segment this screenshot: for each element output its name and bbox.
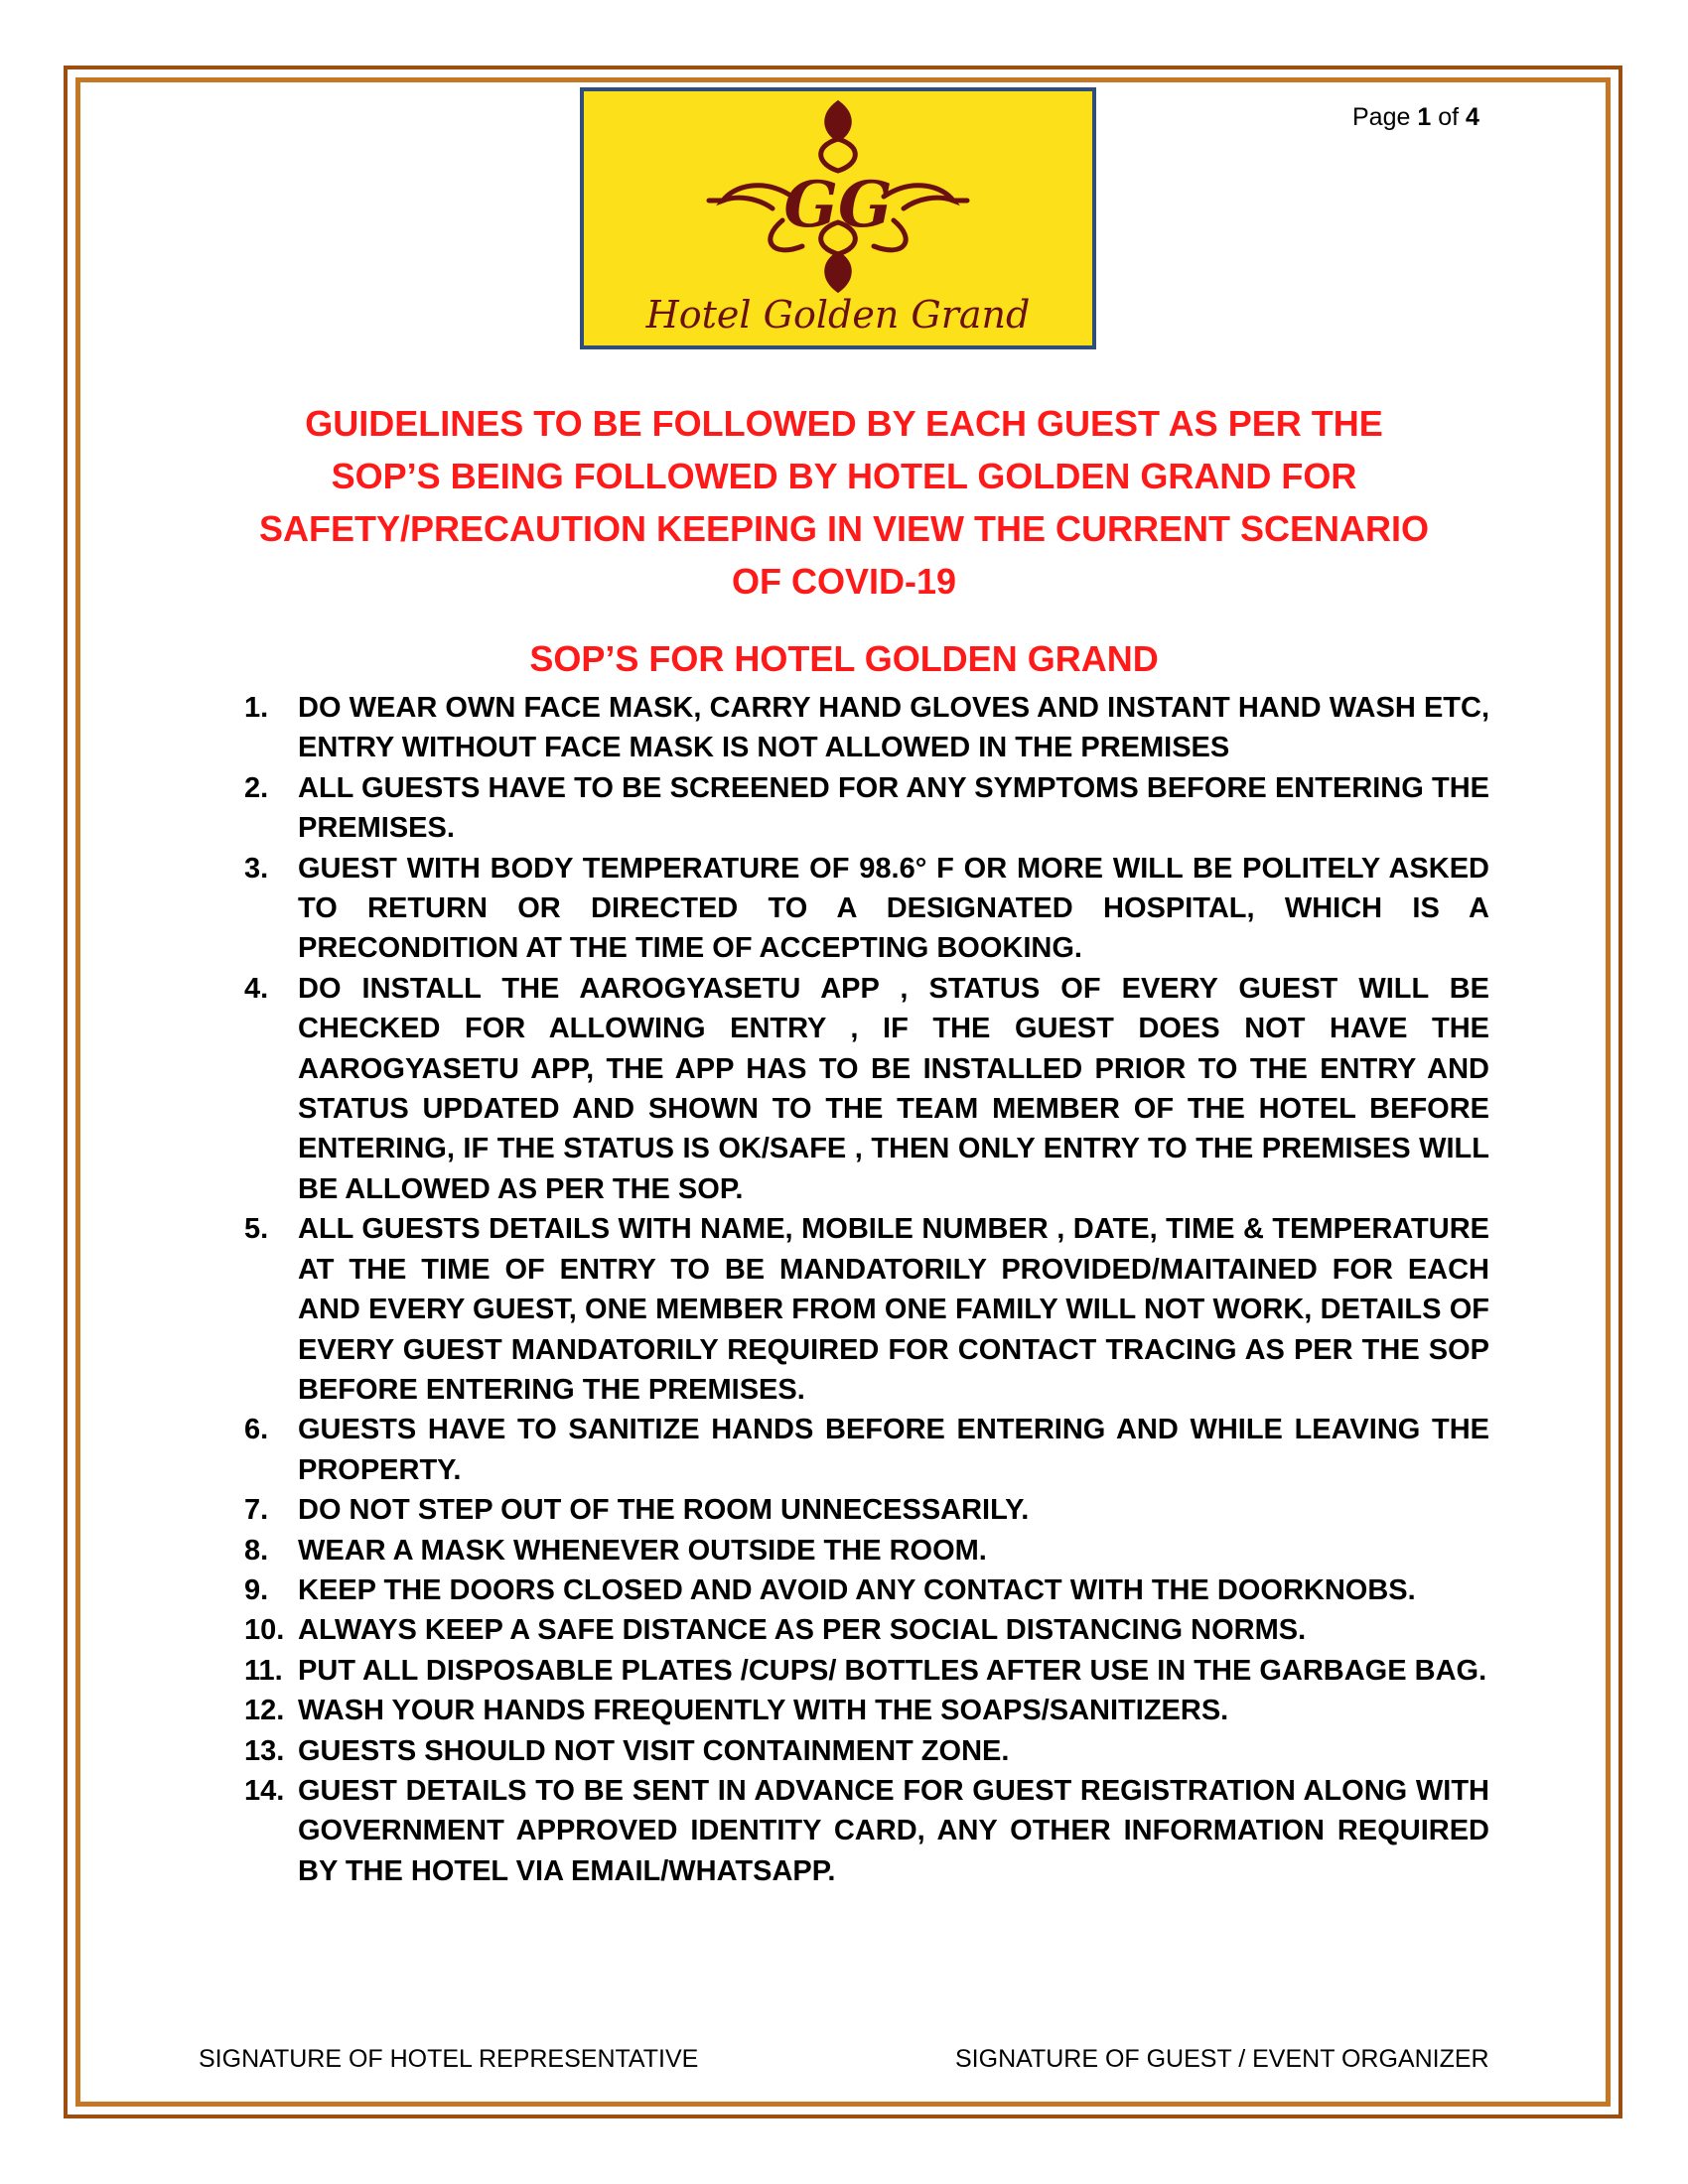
list-item (244, 1651, 1489, 1691)
list-item (244, 1731, 1489, 1771)
title-line: OF COVID-19 (731, 561, 957, 602)
item-text: DO WEAR OWN FACE MASK, CARRY HAND GLOVES AND INSTANT HAND WASH ETC, ENTRY WITHOUT FACE MASK IS NOT ALLOWED IN THE PREMISES (298, 692, 1489, 764)
logo-brand-name: Hotel Golden Grand (645, 293, 1031, 337)
item-number: 5. (244, 1213, 269, 1246)
list-item (244, 768, 1489, 849)
item-text: ALL GUESTS HAVE TO BE SCREENED FOR ANY SYMPTOMS BEFORE ENTERING THE PREMISES. (298, 771, 1489, 845)
item-number: 3. (244, 852, 269, 885)
page-current: 1 (1417, 103, 1432, 131)
item-text: KEEP THE DOORS CLOSED AND AVOID ANY CONTACT WITH THE DOORKNOBS. (298, 1573, 1416, 1606)
item-number: 4. (244, 972, 269, 1005)
list-item (244, 1610, 1489, 1650)
item-number: 14. (244, 1774, 285, 1807)
hotel-signature-label: SIGNATURE OF HOTEL REPRESENTATIVE (199, 2045, 699, 2073)
item-text: DO INSTALL THE AAROGYASETU APP , STATUS OF EVERY GUEST WILL BE CHECKED FOR ALLOWING ENTRY , IF THE GUEST DOES NOT HAVE THE AAROGYASETU APP, THE APP HAS TO BE INSTALLED PRIOR TO THE ENTRY AND STATUS UPDATED AND SHOWN TO THE TEAM MEMBER OF THE HOTEL BEFORE ENTERING, IF THE STATUS IS OK/SAFE , THEN ONLY ENTRY TO THE PREMISES WILL BE ALLOWED AS PER THE SOP. (298, 972, 1489, 1205)
list-item (244, 688, 1489, 768)
hotel-logo (580, 87, 1096, 349)
item-number: 13. (244, 1734, 285, 1767)
item-number: 1. (244, 692, 269, 724)
list-item (244, 1570, 1489, 1610)
item-number: 7. (244, 1494, 269, 1527)
item-text: ALWAYS KEEP A SAFE DISTANCE AS PER SOCIAL DISTANCING NORMS. (298, 1614, 1307, 1647)
item-text: GUEST WITH BODY TEMPERATURE OF 98.6° F OR MORE WILL BE POLITELY ASKED TO RETURN OR DIRECTED TO A DESIGNATED HOSPITAL, WHICH IS A PRECONDITION AT THE TIME OF ACCEPTING BOOKING. (298, 852, 1489, 965)
list-item (244, 849, 1489, 969)
item-number: 11. (244, 1654, 283, 1687)
item-text: DO NOT STEP OUT OF THE ROOM UNNECESSARILY. (298, 1494, 1030, 1527)
item-number: 10. (244, 1614, 285, 1647)
item-number: 9. (244, 1573, 269, 1606)
page-indicator (1352, 103, 1479, 132)
list-item (244, 969, 1489, 1209)
item-number: 12. (244, 1695, 285, 1727)
logo-monogram: GG (783, 168, 893, 242)
item-number: 6. (244, 1414, 269, 1446)
item-text: WEAR A MASK WHENEVER OUTSIDE THE ROOM. (298, 1534, 987, 1567)
item-number: 2. (244, 771, 269, 804)
section-heading: SOP’S FOR HOTEL GOLDEN GRAND (529, 638, 1159, 679)
list-item (244, 1209, 1489, 1410)
list-item (244, 1410, 1489, 1490)
page-label: Page (1352, 103, 1411, 131)
item-text: GUESTS SHOULD NOT VISIT CONTAINMENT ZONE. (298, 1734, 1010, 1767)
page-total: 4 (1466, 103, 1479, 131)
item-number: 8. (244, 1534, 269, 1567)
title-line: GUIDELINES TO BE FOLLOWED BY EACH GUEST AS PER THE (305, 403, 1383, 444)
list-item (244, 1490, 1489, 1530)
item-text: WASH YOUR HANDS FREQUENTLY WITH THE SOAPS/SANITIZERS. (298, 1695, 1229, 1727)
logo-emblem (584, 91, 1092, 345)
title-line: SAFETY/PRECAUTION KEEPING IN VIEW THE CURRENT SCENARIO (258, 508, 1430, 549)
item-text: PUT ALL DISPOSABLE PLATES /CUPS/ BOTTLES AFTER USE IN THE GARBAGE BAG. (298, 1654, 1487, 1687)
guidelines-list (244, 688, 1489, 1891)
list-item (244, 1531, 1489, 1570)
list-item (244, 1691, 1489, 1730)
list-item (244, 1771, 1489, 1891)
guest-signature-label: SIGNATURE OF GUEST / EVENT ORGANIZER (955, 2045, 1489, 2073)
item-text: GUEST DETAILS TO BE SENT IN ADVANCE FOR GUEST REGISTRATION ALONG WITH GOVERNMENT APPROVED IDENTITY CARD, ANY OTHER INFORMATION REQUIRED BY THE HOTEL VIA EMAIL/WHATSAPP. (298, 1774, 1489, 1887)
item-text: ALL GUESTS DETAILS WITH NAME, MOBILE NUMBER , DATE, TIME & TEMPERATURE AT THE TIME OF ENTRY TO BE MANDATORILY PROVIDED/MAITAINED FOR EACH AND EVERY GUEST, ONE MEMBER FROM ONE FAMILY WILL NOT WORK, DETAILS OF EVERY GUEST MANDATORILY REQUIRED FOR CONTACT TRACING AS PER THE SOP BEFORE ENTERING THE PREMISES. (298, 1213, 1489, 1406)
page-of-label: of (1438, 103, 1460, 131)
title-line: SOP’S BEING FOLLOWED BY HOTEL GOLDEN GRAND FOR (331, 456, 1357, 496)
document-title (149, 397, 1539, 608)
item-text: GUESTS HAVE TO SANITIZE HANDS BEFORE ENTERING AND WHILE LEAVING THE PROPERTY. (298, 1414, 1489, 1486)
